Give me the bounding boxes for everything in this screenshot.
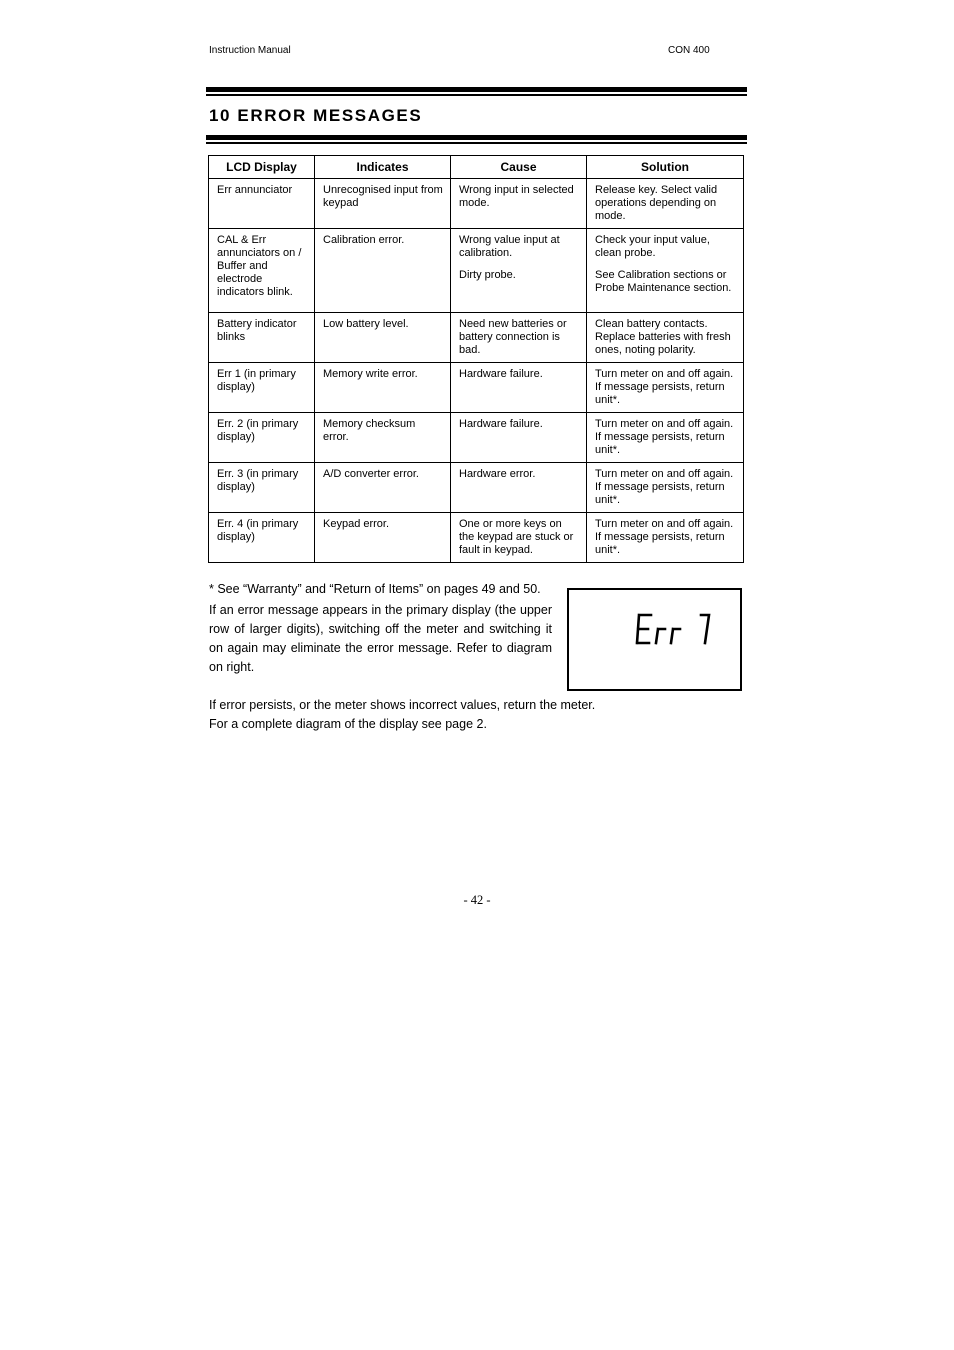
table-row [209, 463, 744, 513]
table-header-row [209, 156, 744, 179]
bottom-rule-thin [206, 142, 747, 144]
seven-segment-display-icon [635, 612, 715, 648]
solution-cell: Turn meter on and off again. If message persists, return unit*. [587, 513, 744, 563]
column-header: LCD Display [209, 156, 315, 179]
indicates-cell: Calibration error. [315, 229, 451, 313]
solution-cell: Release key. Select valid operations depending on mode. [587, 179, 744, 229]
indicates-cell: Unrecognised input from keypad [315, 179, 451, 229]
column-header: Indicates [315, 156, 451, 179]
column-header: Solution [587, 156, 744, 179]
page-number: - 42 - [463, 893, 491, 907]
persist-line: If error persists, or the meter shows incorrect values, return the meter. [209, 698, 596, 712]
page-header-left: Instruction Manual [209, 45, 291, 56]
table-row [209, 413, 744, 463]
bottom-rule-thick [206, 135, 747, 140]
table-row [209, 179, 744, 229]
table-row [209, 229, 744, 313]
cause-cell: Hardware error. [451, 463, 587, 513]
lcd-display-cell: Err. 3 (in primary display) [209, 463, 315, 513]
cause-cell: One or more keys on the keypad are stuck or fault in keypad. [451, 513, 587, 563]
indicates-cell: Memory checksum error. [315, 413, 451, 463]
lcd-display-cell: Err. 2 (in primary display) [209, 413, 315, 463]
lcd-display-cell: Err 1 (in primary display) [209, 363, 315, 413]
top-rule-thick [206, 87, 747, 92]
indicates-cell: Keypad error. [315, 513, 451, 563]
page-header-right: CON 400 [668, 45, 710, 56]
error-paragraph: If an error message appears in the primary display (the upper row of larger digits), switching off the meter and switching it on again may eliminate the error message. Refer to diagram on right. [209, 603, 552, 674]
solution-cell: Turn meter on and off again. If message persists, return unit*. [587, 463, 744, 513]
diagram-reference-line: For a complete diagram of the display see page 2. [209, 717, 487, 731]
cause-cell: Need new batteries or battery connection is bad. [451, 313, 587, 363]
solution-cell: Clean battery contacts. Replace batteries with fresh ones, noting polarity. [587, 313, 744, 363]
top-rule-thin [206, 94, 747, 96]
cause-cell: Wrong input in selected mode. [451, 179, 587, 229]
cause-cell: Hardware failure. [451, 413, 587, 463]
section-title: 10 ERROR MESSAGES [209, 106, 423, 125]
solution-cell: Turn meter on and off again. If message persists, return unit*. [587, 413, 744, 463]
solution-cell: Turn meter on and off again. If message persists, return unit*. [587, 363, 744, 413]
cause-cell: Hardware failure. [451, 363, 587, 413]
column-header: Cause [451, 156, 587, 179]
indicates-cell: Low battery level. [315, 313, 451, 363]
lcd-display-diagram [567, 588, 742, 691]
lcd-display-cell: Err annunciator [209, 179, 315, 229]
lcd-display-cell: Battery indicator blinks [209, 313, 315, 363]
solution-cell: Check your input value, clean probe. See Calibration sections or Probe Maintenance section. [587, 229, 744, 313]
error-messages-table [208, 155, 744, 563]
indicates-cell: Memory write error. [315, 363, 451, 413]
indicates-cell: A/D converter error. [315, 463, 451, 513]
cause-cell: Wrong value input at calibration. Dirty probe. [451, 229, 587, 313]
footnote: * See “Warranty” and “Return of Items” on pages 49 and 50. [209, 582, 541, 596]
table-row [209, 363, 744, 413]
lcd-display-cell: Err. 4 (in primary display) [209, 513, 315, 563]
table-row [209, 513, 744, 563]
table-row [209, 313, 744, 363]
lcd-display-cell: CAL & Err annunciators on / Buffer and electrode indicators blink. [209, 229, 315, 313]
